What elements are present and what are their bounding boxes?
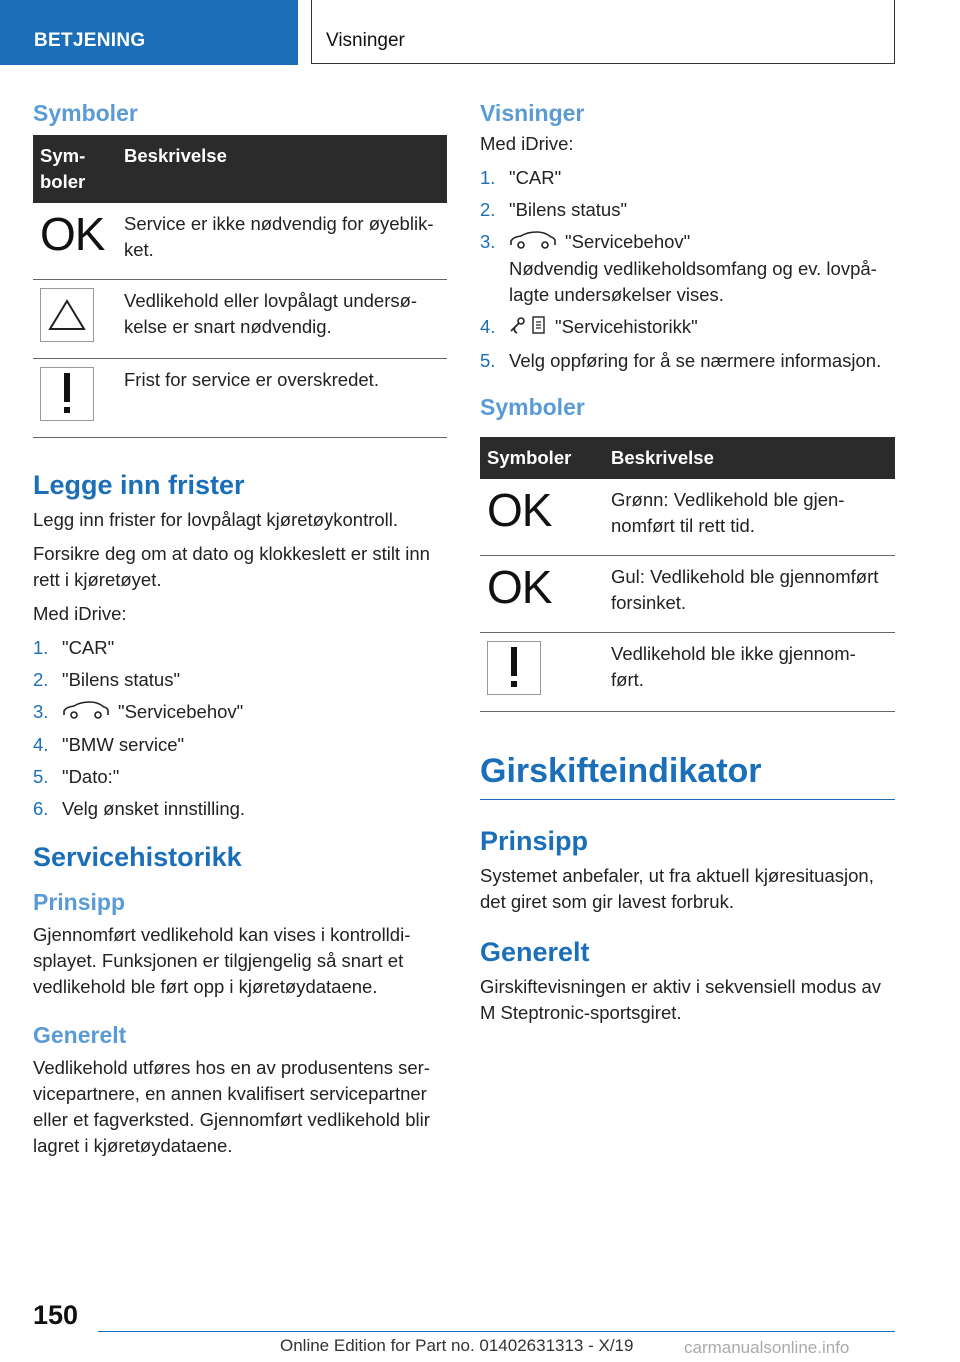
list-item: 5. "Dato:" (33, 766, 120, 788)
table-row (480, 555, 895, 632)
row-description: Gul: Vedlikehold ble gjennomført forsinket. (604, 555, 895, 632)
table-header-symbols: Symboler (480, 437, 604, 479)
ok-symbol-icon: OK (487, 560, 552, 613)
list-item: 2. "Bilens status" (480, 199, 628, 220)
service-history-icon (509, 315, 547, 342)
car-service-icon (62, 700, 110, 726)
right-column (480, 100, 895, 1034)
list-item: 1. "CAR" (33, 637, 115, 658)
exclamation-icon (487, 641, 541, 695)
table-row (33, 359, 447, 438)
steps-list (33, 635, 447, 822)
list-item: 3. "Servicebehov" (33, 699, 447, 726)
girskifteindikator-heading: Girskifteindikator (480, 752, 895, 800)
paragraph: Legg inn frister for lovpålagt kjøretøykontroll. (33, 509, 399, 530)
prinsipp-heading: Prinsipp (33, 889, 126, 916)
steps-list (480, 165, 895, 374)
symbol-table (33, 135, 447, 438)
section-tab: BETJENING (0, 0, 298, 65)
row-description: Vedlikehold eller lovpålagt undersø-kelse er snart nødvendig. (117, 280, 447, 359)
paragraph: Girskiftevisningen er aktiv i sekvensiell modus av M Steptronic-sportsgiret. (480, 975, 881, 1023)
list-item: 4. "BMW service" (33, 734, 185, 756)
paragraph: Forsikre deg om at dato og klokkeslett er stilt inn rett i kjøretøyet. (33, 543, 430, 590)
table-row (33, 203, 447, 280)
symboler-heading: Symboler (480, 393, 585, 420)
table-header-symbols: Sym- boler (33, 135, 117, 203)
ok-symbol-icon: OK (40, 208, 105, 260)
list-item: 2. "Bilens status" (33, 669, 181, 690)
symbol-table (480, 437, 895, 712)
triangle-icon (40, 288, 94, 342)
edition-text: Online Edition for Part no. 01402631313 - X/19 (280, 1336, 634, 1355)
exclamation-icon (40, 367, 94, 421)
symboler-heading: Symboler (33, 100, 138, 126)
car-service-icon (509, 230, 557, 256)
table-row (480, 479, 895, 556)
list-item: 3. "Servicebehov" Nødvendig vedlikeholdsomfang og ev. lovpå-lagte undersøkelser vises. (480, 229, 895, 308)
row-description: Grønn: Vedlikehold ble gjen-nomført til rett tid. (604, 479, 895, 556)
list-item: 4. "Servicehistorikk" (480, 314, 895, 342)
left-column (33, 100, 447, 1167)
prinsipp-heading: Prinsipp (480, 825, 589, 856)
row-description: Frist for service er overskredet. (117, 359, 447, 438)
table-row (480, 632, 895, 711)
legge-inn-frister-heading: Legge inn frister (33, 470, 245, 500)
generelt-heading: Generelt (33, 1022, 127, 1049)
servicehistorikk-heading: Servicehistorikk (33, 842, 242, 873)
chapter-title: Visninger (311, 0, 895, 64)
table-header-description: Beskrivelse (117, 135, 447, 203)
watermark: carmanualsonline.info (684, 1338, 850, 1357)
row-description: Vedlikehold ble ikke gjennom-ført. (604, 632, 895, 711)
list-item: 1. "CAR" (480, 167, 562, 188)
ok-symbol-icon: OK (487, 483, 552, 536)
footer-divider (98, 1331, 895, 1332)
table-row (33, 280, 447, 359)
visninger-heading: Visninger (480, 100, 585, 126)
list-item: 6. Velg ønsket innstilling. (33, 798, 246, 820)
table-header-description: Beskrivelse (604, 437, 895, 479)
generelt-heading: Generelt (480, 936, 590, 967)
page-number: 150 (33, 1300, 79, 1330)
paragraph: Systemet anbefaler, ut fra aktuell kjøresituasjon, det giret som gir lavest forbruk. (480, 864, 874, 912)
step-subtext: Nødvendig vedlikeholdsomfang og ev. lovpå-lagte undersøkelser vises. (509, 258, 877, 306)
paragraph: Gjennomført vedlikehold kan vises i kontrolldi-splayet. Funksjonen er tilgjengelig så snart et vedlikehold ble ført opp i kjøretøydataene. (33, 924, 411, 998)
paragraph: Med iDrive: (480, 133, 574, 154)
paragraph: Med iDrive: (33, 603, 127, 624)
list-item: 5. Velg oppføring for å se nærmere informasjon. (480, 349, 882, 371)
paragraph: Vedlikehold utføres hos en av produsentens ser-vicepartnere, en annen kvalifisert servicepartner eller et fagverksted. Gjennomført vedlikehold blir lagret i kjøretøydataene. (33, 1057, 430, 1157)
row-description: Service er ikke nødvendig for øyeblik-ket. (117, 203, 447, 280)
